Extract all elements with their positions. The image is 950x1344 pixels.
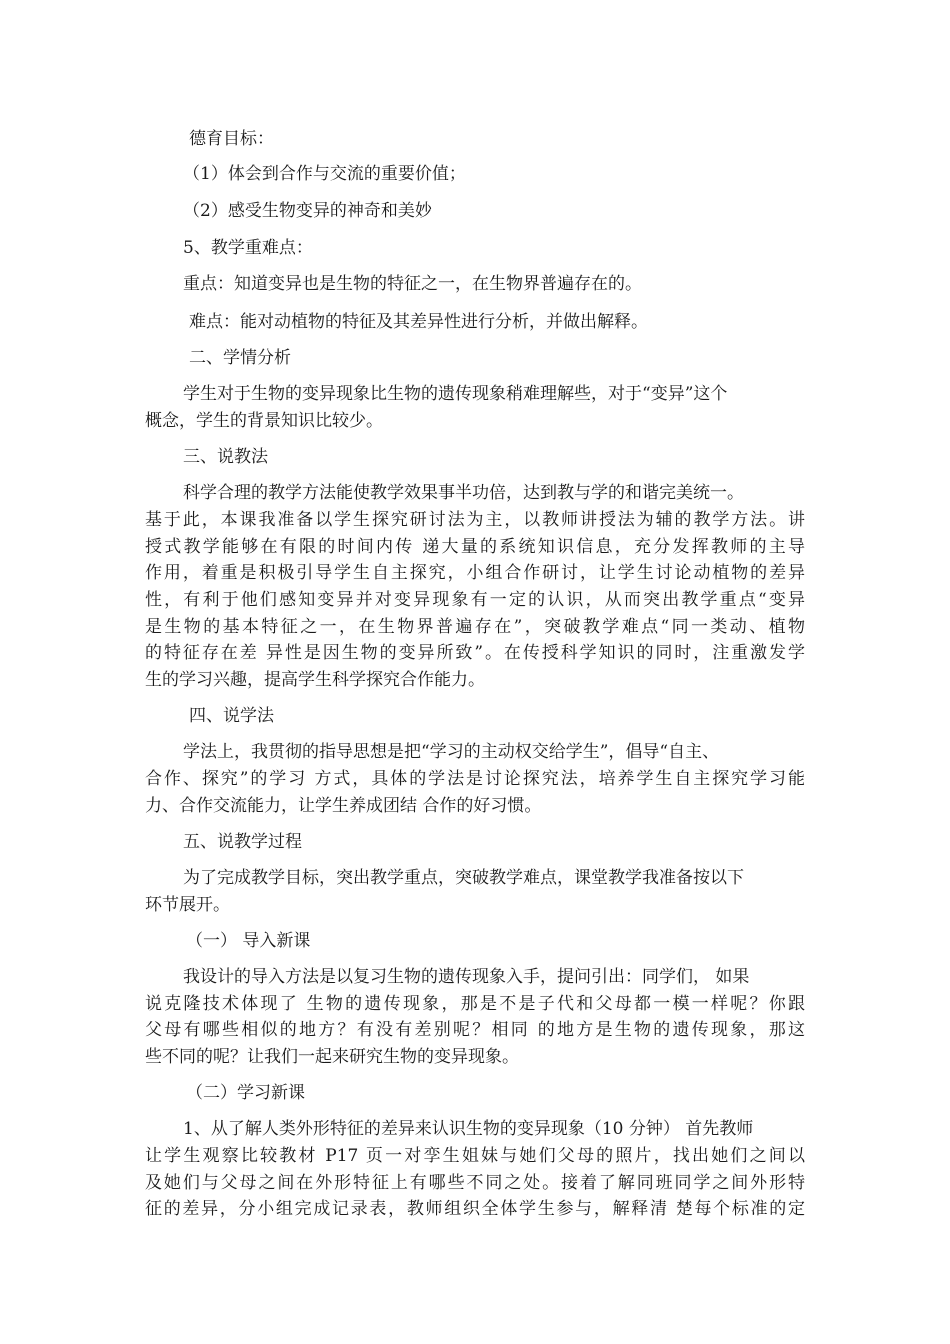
- paragraph-line: 些不同的呢？让我们一起来研究生物的变异现象。: [145, 1047, 519, 1067]
- paragraph-line: 学生对于生物的变异现象比生物的遗传现象稍难理解些，对于“变异”这个: [183, 384, 728, 404]
- paragraph-line: 概念，学生的背景知识比较少。: [145, 411, 383, 431]
- paragraph-line: 环节展开。: [145, 895, 230, 915]
- moral-goal-item-1: （1）体会到合作与交流的重要价值；: [183, 164, 466, 184]
- paragraph-line: 学法上，我贯彻的指导思想是把“学习的主动权交给学生”，倡导“自主、: [183, 742, 720, 762]
- paragraph-line: 授式教学能够在有限的时间内传 递大量的系统知识信息，充分发挥教师的主导: [145, 537, 805, 557]
- paragraph-line: 让学生观察比较教材 P17 页一对孪生姐妹与她们父母的照片，找出她们之间以: [145, 1146, 805, 1166]
- paragraph-line: 我设计的导入方法是以复习生物的遗传现象入手，提问引出：同学们， 如果: [183, 967, 750, 987]
- key-point: 重点：知道变异也是生物的特征之一，在生物界普遍存在的。: [183, 274, 642, 294]
- paragraph-line: 力、合作交流能力，让学生养成团结 合作的好习惯。: [145, 796, 542, 816]
- section-heading-learning-method: 四、说学法: [189, 706, 274, 726]
- paragraph-line: 是生物的基本特征之一，在生物界普遍存在”，突破教学难点“同一类动、植物: [145, 617, 805, 637]
- paragraph-line: 性，有利于他们感知变异并对变异现象有一定的认识，从而突出教学重点“变异: [145, 590, 805, 610]
- paragraph-line: 父母有哪些相似的地方？有没有差别呢？相同 的地方是生物的遗传现象，那这: [145, 1020, 805, 1040]
- key-points-heading: 5、教学重难点：: [183, 238, 313, 258]
- difficult-point: 难点：能对动植物的特征及其差异性进行分析，并做出解释。: [189, 312, 648, 332]
- moral-goal-item-2: （2）感受生物变异的神奇和美妙: [183, 201, 432, 221]
- paragraph-line: 科学合理的教学方法能使教学效果事半功倍，达到教与学的和谐完美统一。: [183, 483, 744, 503]
- subsection-heading-new-lesson: （二）学习新课: [186, 1083, 305, 1103]
- subsection-heading-introduction: （一） 导入新课: [186, 931, 311, 951]
- paragraph-line: 生的学习兴趣，提高学生科学探究合作能力。: [145, 670, 485, 690]
- paragraph-line: 作用，着重是积极引导学生自主探究，小组合作研讨，让学生讨论动植物的差异: [145, 563, 805, 583]
- paragraph-line: 的特征存在差 异性是因生物的变异所致”。在传授科学知识的同时，注重激发学: [145, 643, 805, 663]
- section-heading-teaching-method: 三、说教法: [183, 447, 268, 467]
- paragraph-line: 合作、探究”的学习 方式，具体的学法是讨论探究法，培养学生自主探究学习能: [145, 769, 805, 789]
- paragraph-line: 基于此，本课我准备以学生探究研讨法为主，以教师讲授法为辅的教学方法。讲: [145, 510, 805, 530]
- section-heading-teaching-process: 五、说教学过程: [183, 832, 302, 852]
- paragraph-line: 1、从了解人类外形特征的差异来认识生物的变异现象（10 分钟） 首先教师: [183, 1119, 754, 1139]
- paragraph-line: 征的差异，分小组完成记录表，教师组织全体学生参与，解释清 楚每个标准的定: [145, 1199, 805, 1219]
- paragraph-line: 及她们与父母之间在外形特征上有哪些不同之处。接着了解同班同学之间外形特: [145, 1173, 805, 1193]
- moral-goal-heading: 德育目标：: [189, 129, 274, 149]
- paragraph-line: 说克隆技术体现了 生物的遗传现象，那是不是子代和父母都一模一样呢？你跟: [145, 994, 805, 1014]
- section-heading-student-analysis: 二、学情分析: [189, 348, 291, 368]
- paragraph-line: 为了完成教学目标，突出教学重点，突破教学难点，课堂教学我准备按以下: [183, 868, 744, 888]
